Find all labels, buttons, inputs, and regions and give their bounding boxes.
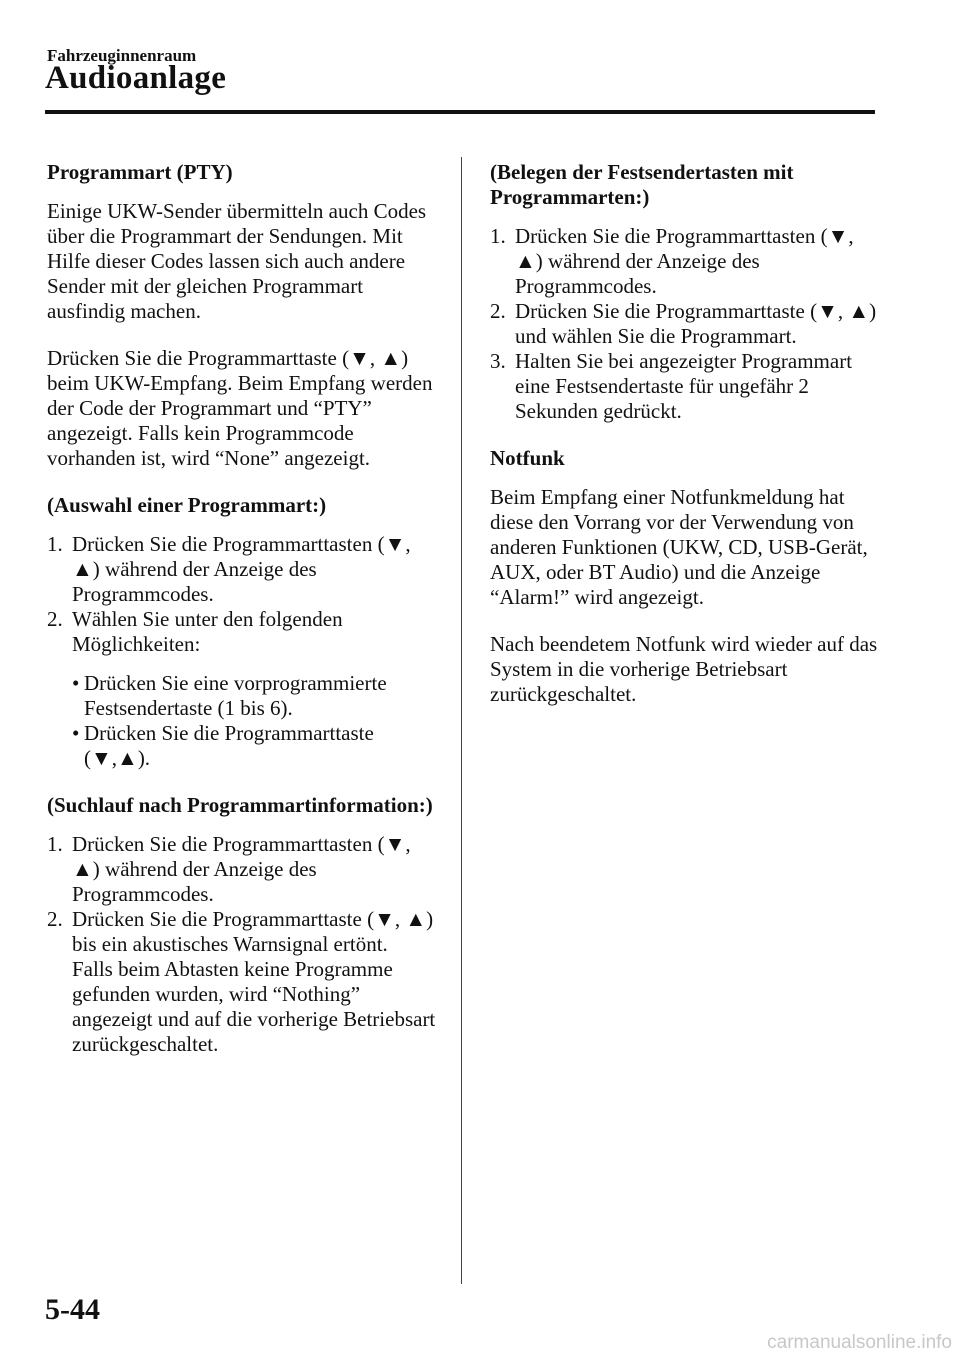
list-item (47, 532, 442, 607)
list-item (47, 832, 442, 907)
list-item (72, 671, 442, 721)
pty-heading: Programmart (PTY) (47, 160, 233, 184)
section-label: Fahrzeuginnenraum (47, 46, 197, 65)
step-text: Drücken Sie die Programmarttasten (▼, ▲) während der Anzeige des Programmcodes. (72, 532, 411, 606)
list-item (47, 607, 442, 771)
step-text: Drücken Sie die Programmarttasten (▼, ▲) während der Anzeige des Programmcodes. (515, 224, 854, 298)
pty-press: Drücken Sie die Programmarttaste (▼, ▲) beim UKW-Empfang. Beim Empfang werden der Code der Programmart und “PTY” angezeigt. Falls kein Programmcode vorhanden ist, wird “None” angezeigt. (47, 346, 433, 470)
notfunk-text-2: Nach beendetem Notfunk wird wieder auf das System in die vorherige Betriebsart zurückgeschaltet. (490, 632, 878, 706)
step-number: 3. (490, 349, 506, 373)
list-item (72, 721, 442, 771)
list-item (490, 224, 885, 299)
search-steps (47, 832, 442, 1057)
step-number: 1. (490, 224, 506, 248)
list-item (47, 907, 442, 1057)
bullet: • (72, 721, 80, 745)
list-item (490, 349, 885, 424)
select-options (72, 671, 442, 771)
step-number: 2. (490, 299, 506, 323)
column-divider (461, 157, 462, 1284)
option-text: Drücken Sie die Programmarttaste (▼,▲). (84, 721, 374, 770)
watermark: carmanualsonline.info (767, 1332, 952, 1353)
search-note: Falls beim Abtasten keine Programme gefunden wurden, wird “Nothing” angezeigt und auf die vorherige Betriebsart zurückgeschaltet. (72, 957, 436, 1056)
page-number: 5-44 (45, 1293, 100, 1326)
page-title: Audioanlage (45, 60, 227, 96)
step-text: Wählen Sie unter den folgenden Möglichkeiten: (72, 607, 343, 656)
step-number: 1. (47, 532, 63, 556)
step-number: 2. (47, 607, 63, 631)
notfunk-heading: Notfunk (490, 446, 565, 470)
step-text: Halten Sie bei angezeigter Programmart eine Festsendertaste für ungefähr 2 Sekunden gedrückt. (515, 349, 853, 423)
search-heading: (Suchlauf nach Programmartinformation:) (47, 793, 433, 817)
step-text: Drücken Sie die Programmarttaste (▼, ▲) und wählen Sie die Programmart. (515, 299, 877, 348)
notfunk-text: Beim Empfang einer Notfunkmeldung hat diese den Vorrang vor der Verwendung von anderen Funktionen (UKW, CD, USB-Gerät, AUX, oder BT Audio) und die Anzeige “Alarm!” wird angezeigt. (490, 485, 868, 609)
left-column (47, 160, 442, 1057)
pty-intro: Einige UKW-Sender übermitteln auch Codes über die Programmart der Sendungen. Mit Hilfe dieser Codes lassen sich auch andere Sender mit der gleichen Programmart ausfindig machen. (47, 199, 427, 323)
select-heading: (Auswahl einer Programmart:) (47, 493, 327, 517)
option-text: Drücken Sie eine vorprogrammierte Festsendertaste (1 bis 6). (84, 671, 387, 720)
list-item (490, 299, 885, 349)
step-text: Drücken Sie die Programmarttaste (▼, ▲) bis ein akustisches Warnsignal ertönt. (72, 907, 434, 956)
step-number: 1. (47, 832, 63, 856)
step-number: 2. (47, 907, 63, 931)
assign-heading: (Belegen der Festsendertasten mit Programmarten:) (490, 160, 794, 209)
step-text: Drücken Sie die Programmarttasten (▼, ▲) während der Anzeige des Programmcodes. (72, 832, 411, 906)
right-column (490, 160, 885, 707)
assign-steps (490, 224, 885, 424)
select-steps (47, 532, 442, 771)
bullet: • (72, 671, 80, 695)
header-rule (45, 110, 875, 114)
